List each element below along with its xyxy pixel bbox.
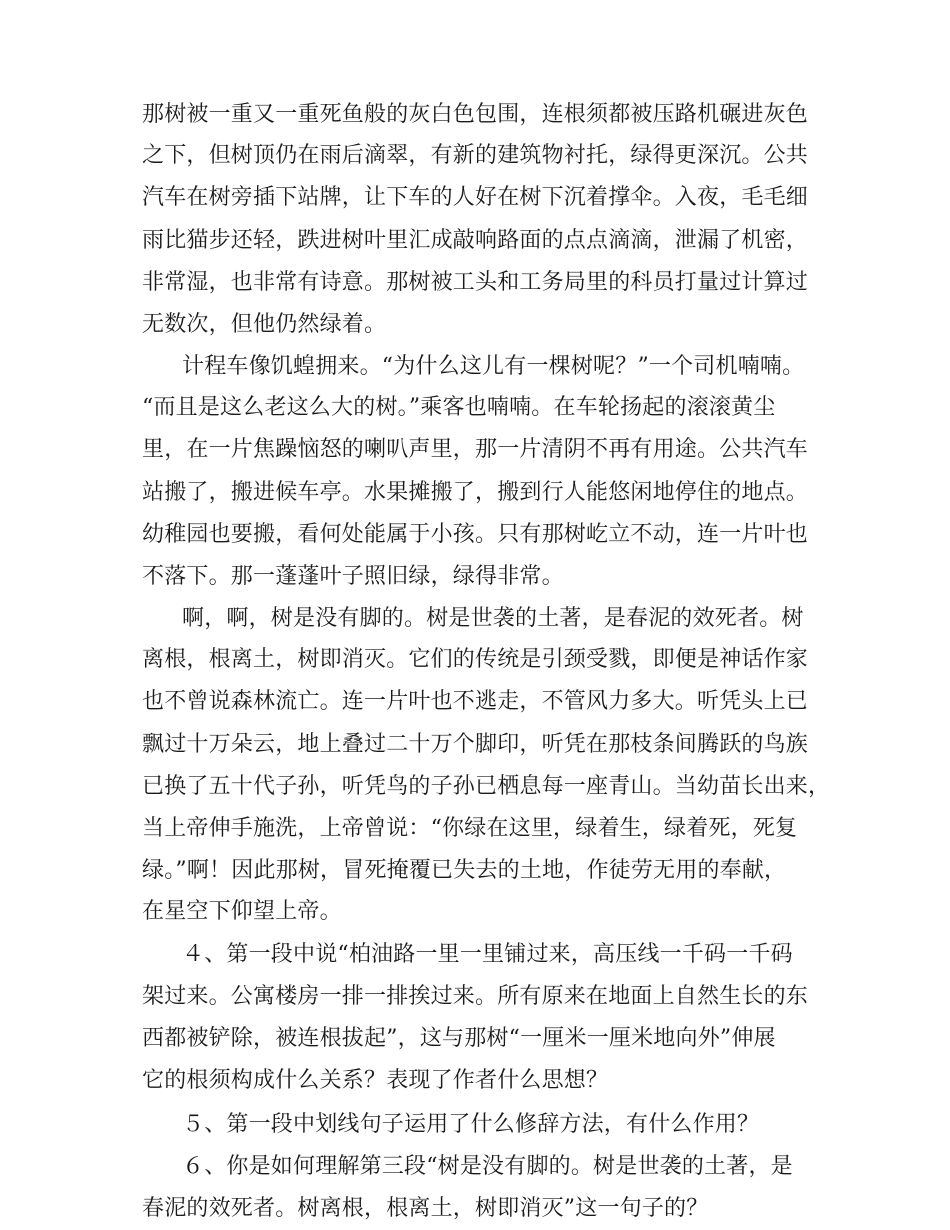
text-line: 站搬了，搬进候车亭。水果摊搬了，搬到行人能悠闲地停住的地点。 bbox=[142, 480, 809, 505]
text-line: 也不曾说森林流亡。连一片叶也不逃走，不管风力多大。听凭头上已 bbox=[142, 689, 809, 714]
text-line: 那树被一重又一重死鱼般的灰白色包围，连根须都被压路机碾进灰色 bbox=[142, 102, 809, 127]
text-line: 雨比猫步还轻，跌进树叶里汇成敲响路面的点点滴滴，泄漏了机密， bbox=[142, 228, 809, 253]
text-line: 它的根须构成什么关系？表现了作者什么思想？ bbox=[142, 1068, 609, 1093]
text-line: 当上帝伸手施洗，上帝曾说：“你绿在这里，绿着生，绿着死，死复 bbox=[142, 816, 798, 841]
text-line: 之下，但树顶仍在雨后滴翠，有新的建筑物衬托，绿得更深沉。公共 bbox=[142, 143, 809, 168]
text-line: 春泥的效死者。树离根，根离土，树即消灭”这一句子的？ bbox=[142, 1196, 709, 1221]
text-line: 西都被铲除，被连根拔起”，这与那树“一厘米一厘米地向外”伸展 bbox=[142, 1026, 776, 1051]
text-line: 在星空下仰望上帝。 bbox=[142, 899, 342, 924]
question-6-line: ６、你是如何理解第三段“树是没有脚的。树是世袭的土著，是 bbox=[182, 1154, 793, 1179]
paragraph-start-line: 计程车像饥蝗拥来。“为什么这儿有一棵树呢？”一个司机喃喃。 bbox=[182, 354, 805, 379]
question-5-line: ５、第一段中划线句子运用了什么修辞方法，有什么作用？ bbox=[182, 1112, 760, 1137]
text-line: 绿。”啊！因此那树，冒死掩覆已失去的土地，作徒劳无用的奉献， bbox=[142, 858, 787, 883]
text-line: 离根，根离土，树即消灭。它们的传统是引颈受戮，即便是神话作家 bbox=[142, 647, 809, 672]
paragraph-start-line: 啊，啊，树是没有脚的。树是世袭的土著，是春泥的效死者。树 bbox=[182, 606, 804, 631]
text-line: 已换了五十代子孙，听凭鸟的子孙已栖息每一座青山。当幼苗长出来， bbox=[142, 774, 831, 799]
text-line: 不落下。那一蓬蓬叶子照旧绿，绿得非常。 bbox=[142, 564, 564, 589]
text-line: 无数次，但他仍然绿着。 bbox=[142, 312, 387, 337]
text-line: 架过来。公寓楼房一排一排挨过来。所有原来在地面上自然生长的东 bbox=[142, 984, 809, 1009]
question-4-line: ４、第一段中说“柏油路一里一里铺过来，高压线一千码一千码 bbox=[182, 942, 793, 967]
text-line: “而且是这么老这么大的树。”乘客也喃喃。在车轮扬起的滚滚黄尘 bbox=[142, 395, 776, 420]
text-line: 里，在一片焦躁恼怒的喇叭声里，那一片清阴不再有用途。公共汽车 bbox=[142, 437, 809, 462]
text-line: 汽车在树旁插下站牌，让下车的人好在树下沉着撑伞。入夜，毛毛细 bbox=[142, 185, 809, 210]
text-line: 飘过十万朵云，地上叠过二十万个脚印，听凭在那枝条间腾跃的鸟族 bbox=[142, 732, 809, 757]
text-line: 非常湿，也非常有诗意。那树被工头和工务局里的科员打量过计算过 bbox=[142, 270, 809, 295]
text-line: 幼稚园也要搬，看何处能属于小孩。只有那树屹立不动，连一片叶也 bbox=[142, 522, 809, 547]
